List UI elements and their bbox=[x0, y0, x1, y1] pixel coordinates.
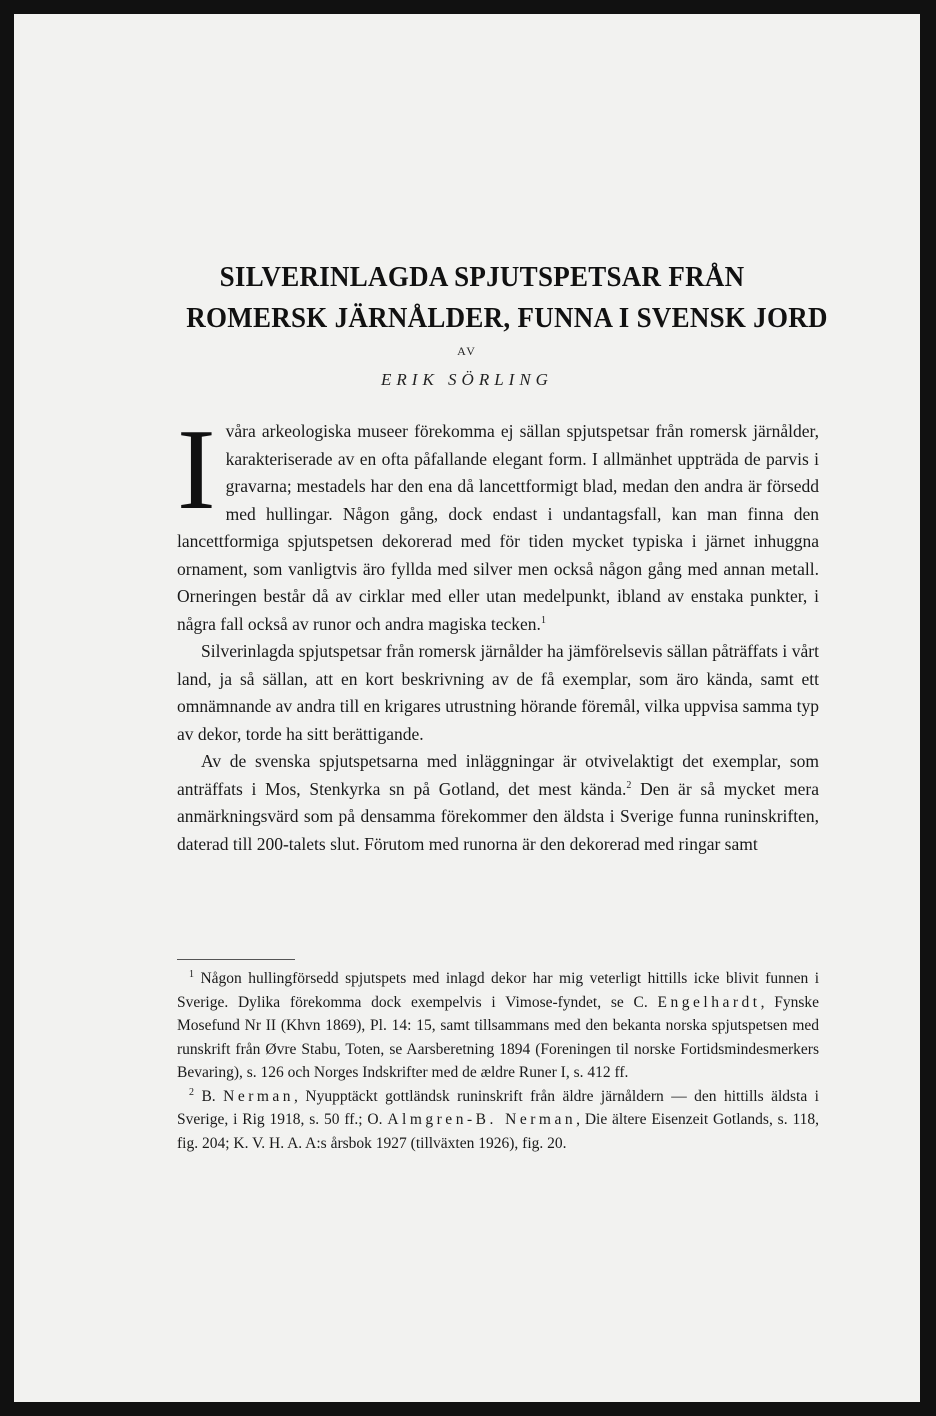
footnote-2-mark: 2 bbox=[189, 1086, 194, 1098]
title-line-1: SILVERINLAGDA SPJUTSPETSAR FRÅN bbox=[219, 261, 745, 293]
paragraph-3-text-b: Den är så mycket mera anmärkningsvärd som på densamma förekommer den äldsta i Sverige funna runinskriften, daterad till 200-talets slut. Förutom med runorna är den dekorerad med ringar samt bbox=[177, 778, 820, 854]
footnote-1-text-a: Någon hullingförsedd spjutspets med inlagd dekor har mig veterligt hittills icke blivit funnen i Sverige. Dylika förekomma dock exempelvis i Vimose-fyndet, se C. bbox=[177, 970, 819, 1011]
page bbox=[14, 14, 920, 1402]
footnote-1-mark: 1 bbox=[189, 968, 194, 980]
footnote-1-text-b: , Fynske Mosefund Nr II (Khvn 1869), Pl. 14: 15, samt tillsammans med den bekanta norska spjutspetsen med runskrift från Øvre Stabu, Toten, se Aarsberetning 1894 (Foreningen til norske Fortidsmindesmerkers Bevaring), s. 126 och Norges Indskrifter med de ældre Runer I, s. 412 ff. bbox=[177, 993, 819, 1081]
paragraph-1 bbox=[177, 406, 819, 638]
article-title bbox=[186, 257, 828, 339]
title-line-2: ROMERSK JÄRNÅLDER, FUNNA I SVENSK JORD bbox=[186, 302, 828, 334]
drop-cap: I bbox=[177, 406, 216, 534]
footnote-1-author: Engelhardt bbox=[657, 993, 761, 1011]
paragraph-3 bbox=[177, 748, 819, 858]
footnote-ref-2: 2 bbox=[626, 779, 632, 791]
footnote-2-author-1: Nerman bbox=[223, 1087, 295, 1105]
footnote-2 bbox=[177, 1085, 819, 1156]
footnote-1 bbox=[177, 967, 819, 1085]
article-body bbox=[177, 406, 820, 858]
author-name: ERIK SÖRLING bbox=[381, 370, 553, 389]
footnote-2-text-b: , Nyupptäckt gottländsk runinskrift från äldre järnåldern — den hittills äldsta i Sverige, i Rig 1918, s. 50 ff.; O. bbox=[177, 1087, 819, 1128]
footnote-2-text-a: B. bbox=[194, 1087, 224, 1105]
footnote-2-author-2: Almgren-B. Nerman bbox=[387, 1111, 577, 1128]
footnotes bbox=[177, 967, 819, 1155]
footnote-divider bbox=[177, 959, 295, 960]
footnote-2-text-c: , Die ältere Eisenzeit Gotlands, s. 118, fig. 204; K. V. H. A. A:s årsbok 1927 (tillväxten 1926), fig. 20. bbox=[177, 1111, 819, 1152]
paragraph-2: Silverinlagda spjutspetsar från romersk järnålder ha jämförelsevis sällan påträffats i vårt land, ja så sällan, att en kort beskrivning av de få exemplar, som äro kända, samt ett omnämnande av andra till en krigares utrustning hörande föremål, vilka uppvisa samma typ av dekor, torde ha sitt berättigande. bbox=[177, 641, 819, 744]
footnote-ref-1: 1 bbox=[540, 614, 546, 626]
byline: AV bbox=[457, 344, 477, 358]
paragraph-3-text-a: Av de svenska spjutspetsarna med inläggningar är otvivelaktigt det exemplar, som anträffats i Mos, Stenkyrka sn på Gotland, det mest kända. bbox=[177, 751, 819, 799]
paragraph-1-text: våra arkeologiska museer förekomma ej sällan spjutspetsar från romersk järnålder, karakteriserade av en ofta påfallande elegant form. I allmänhet uppträda de parvis i gravarna; mestadels har den ena då lancettformigt blad, medan den andra är försedd med hullingar. Någon gång, dock endast i undantagsfall, kan man finna den lancettformiga spjutspetsen dekorerad med för tiden mycket typiska i järnet inhuggna ornament, som vanligtvis äro fyllda med silver men också någon gång med annan metall. Orneringen består då av cirklar med eller utan medelpunkt, ibland av enstaka punkter, i några fall också av runor och andra magiska tecken. bbox=[177, 421, 819, 634]
